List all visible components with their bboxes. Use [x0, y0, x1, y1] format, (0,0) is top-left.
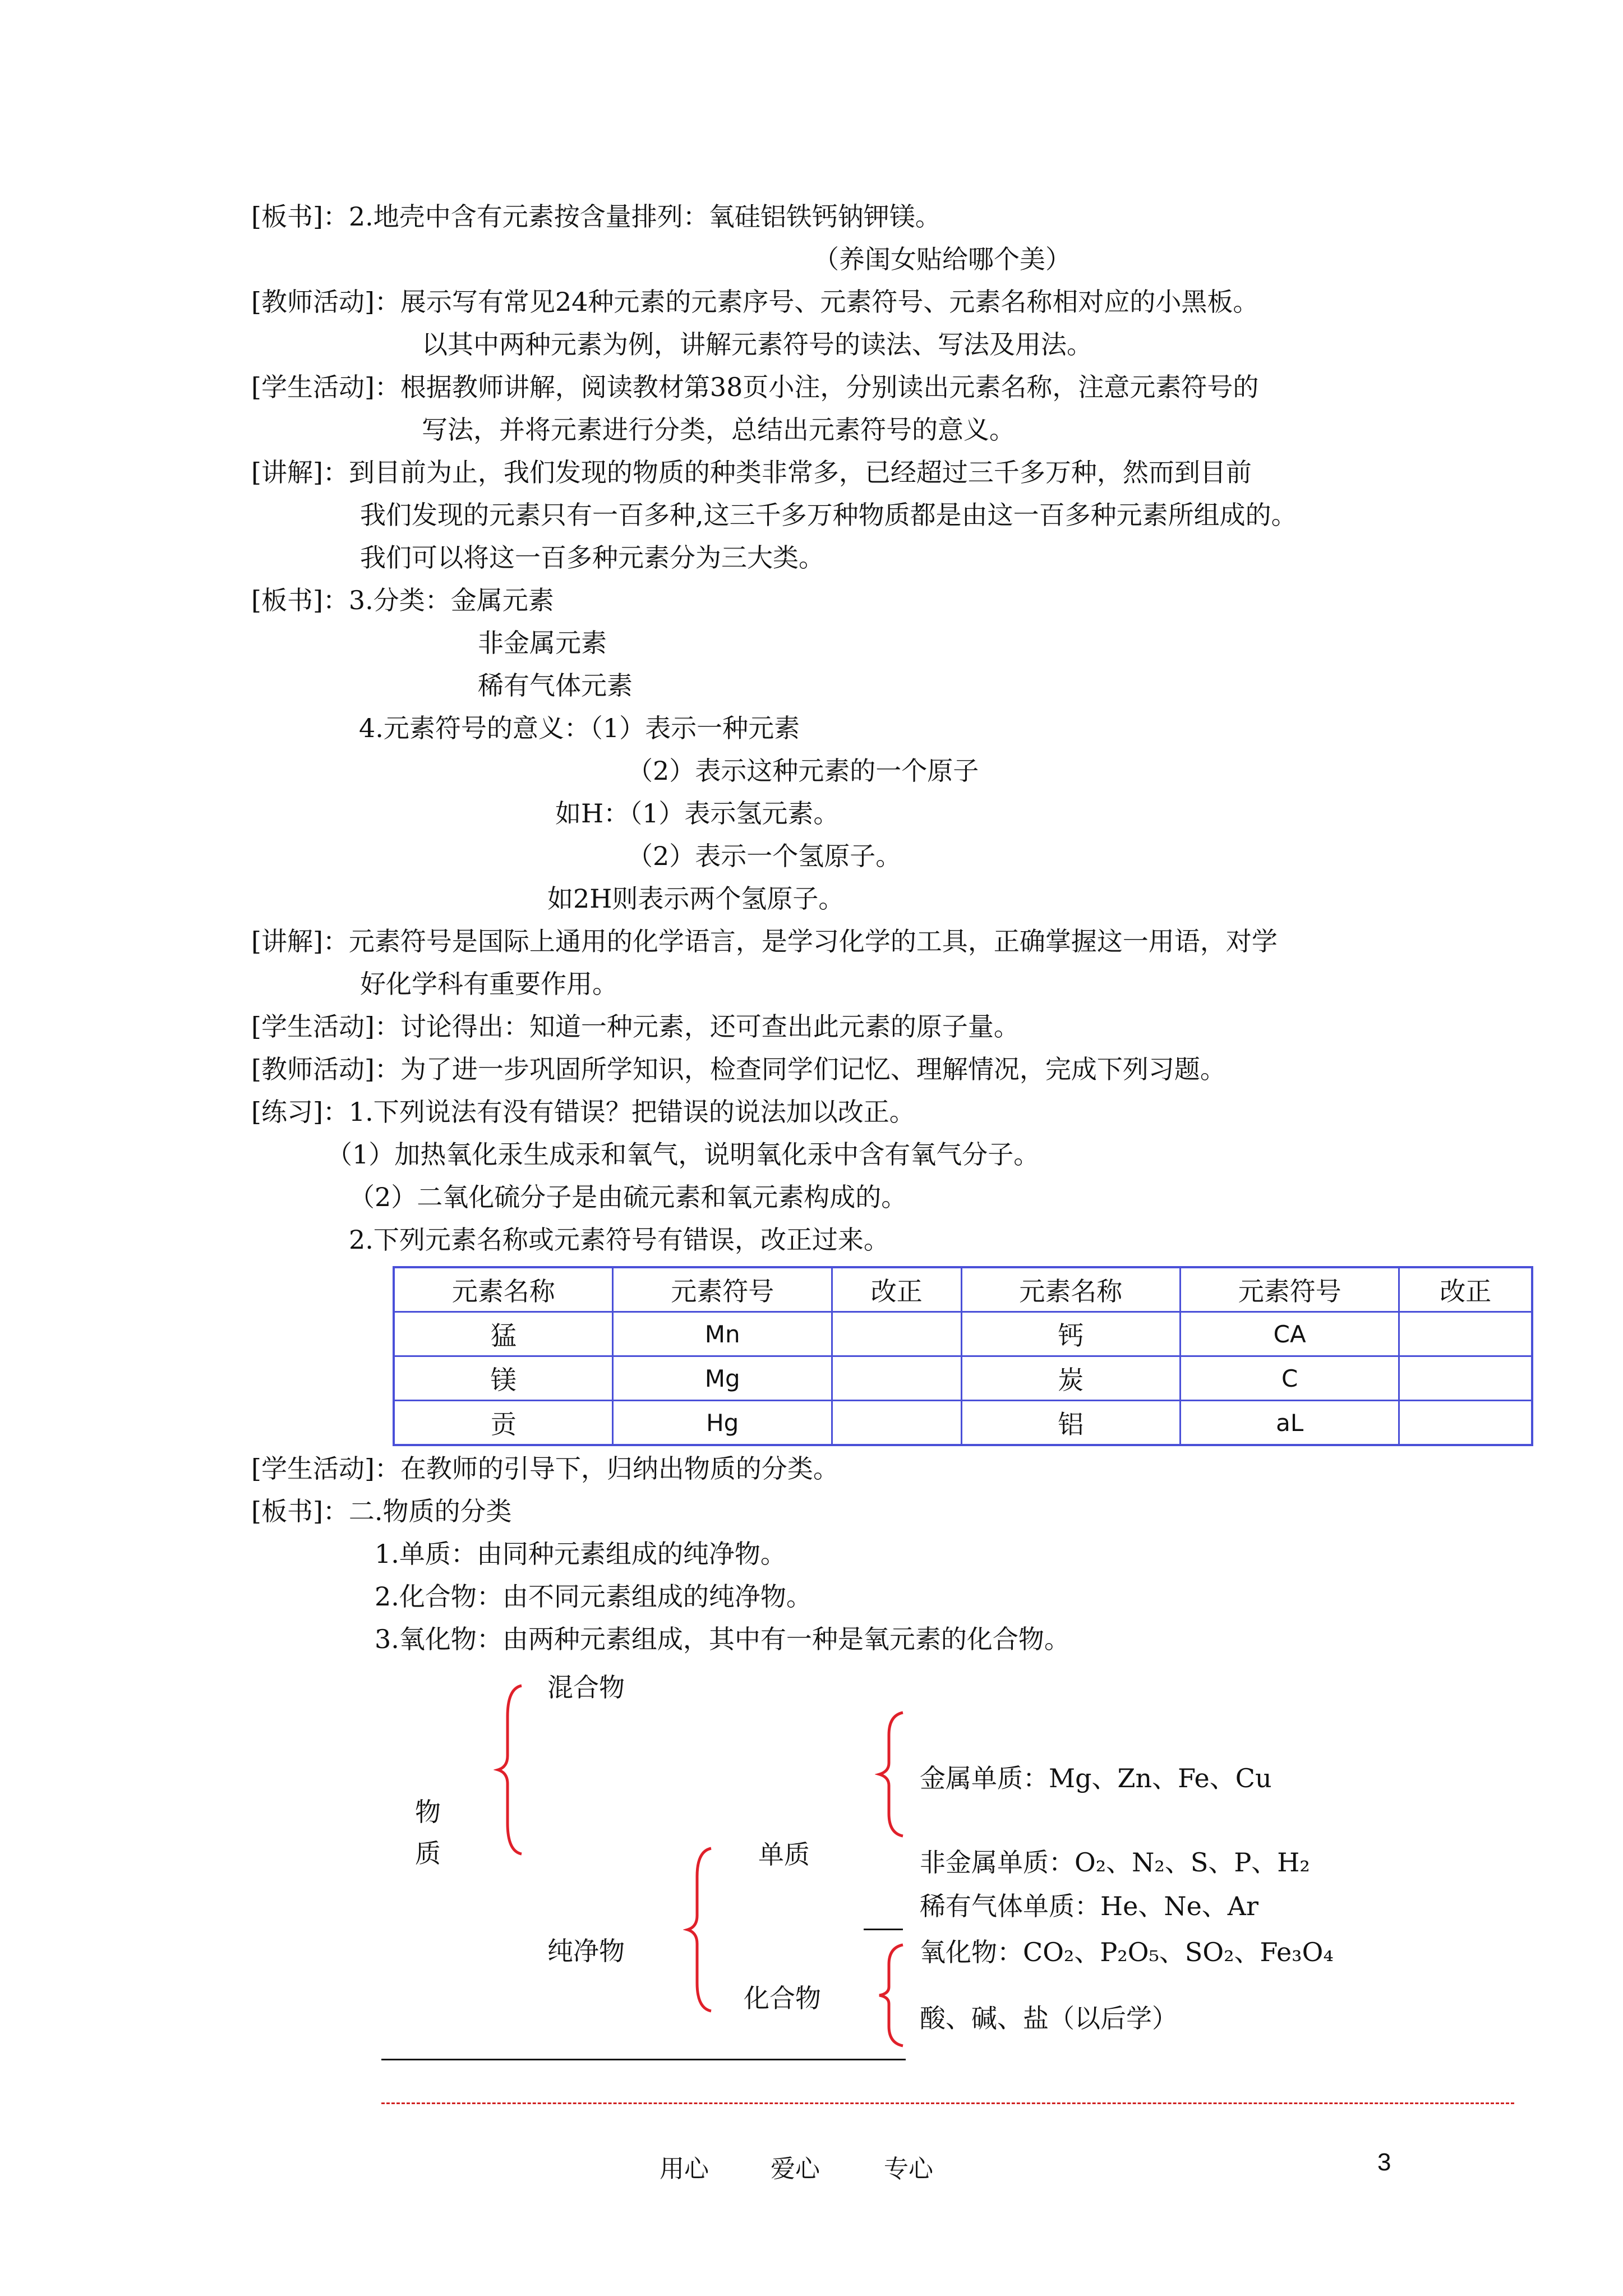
text-line: （2）表示一个氢原子。	[627, 841, 902, 871]
text-line: 好化学科有重要作用。	[360, 969, 618, 999]
text-line: [学生活动]：在教师的引导下，归纳出物质的分类。	[251, 1453, 839, 1484]
diagram-metal-label: 金属单质：Mg、Zn、Fe、Cu	[920, 1763, 1272, 1793]
footer-motto: 用心	[660, 2155, 709, 2183]
table-cell: CA	[1180, 1312, 1399, 1356]
brace-icon	[875, 1710, 909, 1839]
table-header-cell: 元素名称	[961, 1267, 1180, 1312]
table-cell	[832, 1356, 962, 1401]
table-cell: 钙	[961, 1312, 1180, 1356]
diagram-nonmetal-label: 非金属单质：O₂、N₂、S、P、H₂	[920, 1847, 1310, 1878]
text-line: [讲解]：元素符号是国际上通用的化学语言，是学习化学的工具，正确掌握这一用语，对学	[251, 926, 1278, 956]
text-line: 如H：（1）表示氢元素。	[555, 798, 840, 829]
text-line: [板书]：二.物质的分类	[251, 1496, 512, 1526]
text-line: 4.元素符号的意义：（1）表示一种元素	[359, 713, 800, 743]
table-cell	[1399, 1401, 1532, 1446]
text-line: 稀有气体元素	[478, 670, 633, 701]
text-line: 如2H则表示两个氢原子。	[547, 884, 845, 914]
text-line: （2）二氧化硫分子是由硫元素和氧元素构成的。	[349, 1182, 907, 1212]
diagram-acid-label: 酸、碱、盐（以后学）	[920, 2003, 1178, 2033]
table-header-cell: 改正	[1399, 1267, 1532, 1312]
table-cell: 猛	[394, 1312, 613, 1356]
bottom-rule	[381, 2059, 906, 2060]
table-cell: Hg	[613, 1401, 832, 1446]
page-divider	[381, 2102, 1514, 2104]
text-line: 1.单质：由同种元素组成的纯净物。	[375, 1539, 786, 1569]
table-header-cell: 元素名称	[394, 1267, 613, 1312]
text-line: [学生活动]：根据教师讲解，阅读教材第38页小注，分别读出元素名称，注意元素符号的	[251, 372, 1259, 402]
diagram-pure-label: 纯净物	[547, 1936, 625, 1966]
brace-icon	[875, 1942, 909, 2049]
diagram-compound-label: 化合物	[744, 1983, 821, 2013]
table-header-row	[394, 1267, 1532, 1312]
table-cell: 贡	[394, 1401, 613, 1446]
table-cell: 铝	[961, 1401, 1180, 1446]
text-line: [学生活动]：讨论得出：知道一种元素，还可查出此元素的原子量。	[251, 1011, 1020, 1042]
text-line: 3.氧化物：由两种元素组成，其中有一种是氧元素的化合物。	[375, 1624, 1070, 1654]
text-line: [教师活动]：为了进一步巩固所学知识，检查同学们记忆、理解情况，完成下列习题。	[251, 1054, 1226, 1084]
table-cell: 镁	[394, 1356, 613, 1401]
text-line: [教师活动]：展示写有常见24种元素的元素序号、元素符号、元素名称相对应的小黑板。	[251, 287, 1259, 317]
text-line: [讲解]：到目前为止，我们发现的物质的种类非常多，已经超过三千多万种，然而到目前	[251, 457, 1252, 487]
table-cell	[1399, 1312, 1532, 1356]
table-row	[394, 1312, 1532, 1356]
table-cell	[832, 1401, 962, 1446]
element-correction-table	[393, 1266, 1533, 1446]
table-cell: Mn	[613, 1312, 832, 1356]
text-line: （2）表示这种元素的一个原子	[627, 756, 979, 786]
text-line: 2.化合物：由不同元素组成的纯净物。	[375, 1581, 812, 1612]
text-line: （养闺女贴给哪个美）	[813, 244, 1071, 274]
diagram-root-label: 物	[415, 1797, 441, 1827]
table-cell: 炭	[961, 1356, 1180, 1401]
text-line: 我们发现的元素只有一百多种,这三千多万种物质都是由这一百多种元素所组成的。	[360, 500, 1297, 530]
diagram-mixture-label: 混合物	[547, 1672, 625, 1703]
diagram-oxide-label: 氧化物：CO₂、P₂O₅、SO₂、Fe₃O₄	[920, 1937, 1334, 1967]
table-cell: C	[1180, 1356, 1399, 1401]
table-row	[394, 1356, 1532, 1401]
table-row	[394, 1401, 1532, 1446]
text-line: 我们可以将这一百多种元素分为三大类。	[360, 542, 824, 573]
table-cell: Mg	[613, 1356, 832, 1401]
text-line: 2.下列元素名称或元素符号有错误，改正过来。	[349, 1225, 889, 1255]
brace-icon	[494, 1683, 527, 1857]
table-cell: aL	[1180, 1401, 1399, 1446]
table-header-cell: 元素符号	[613, 1267, 832, 1312]
table-cell	[832, 1312, 962, 1356]
text-line: [板书]：2.地壳中含有元素按含量排列：氧硅铝铁钙钠钾镁。	[251, 201, 941, 232]
text-line: 写法，并将元素进行分类，总结出元素符号的意义。	[422, 415, 1015, 445]
diagram-element-label: 单质	[758, 1839, 810, 1870]
table-header-cell: 元素符号	[1180, 1267, 1399, 1312]
footer-motto: 专心	[884, 2155, 933, 2183]
diagram-noble-label: 稀有气体单质：He、Ne、Ar	[920, 1891, 1259, 1921]
table-cell	[1399, 1356, 1532, 1401]
diagram-root-label: 质	[415, 1838, 441, 1869]
footer-motto: 爱心	[771, 2155, 820, 2183]
brace-icon	[683, 1846, 717, 2014]
text-line: [练习]：1.下列说法有没有错误？把错误的说法加以改正。	[251, 1097, 915, 1127]
text-line: 以其中两种元素为例，讲解元素符号的读法、写法及用法。	[422, 329, 1092, 360]
text-line: （1）加热氧化汞生成汞和氧气，说明氧化汞中含有氧气分子。	[326, 1139, 1040, 1170]
page-number: 3	[1377, 2148, 1391, 2176]
text-line: [板书]：3.分类：金属元素	[251, 585, 554, 615]
text-line: 非金属元素	[478, 628, 607, 658]
table-header-cell: 改正	[832, 1267, 962, 1312]
connector-line	[864, 1929, 903, 1930]
